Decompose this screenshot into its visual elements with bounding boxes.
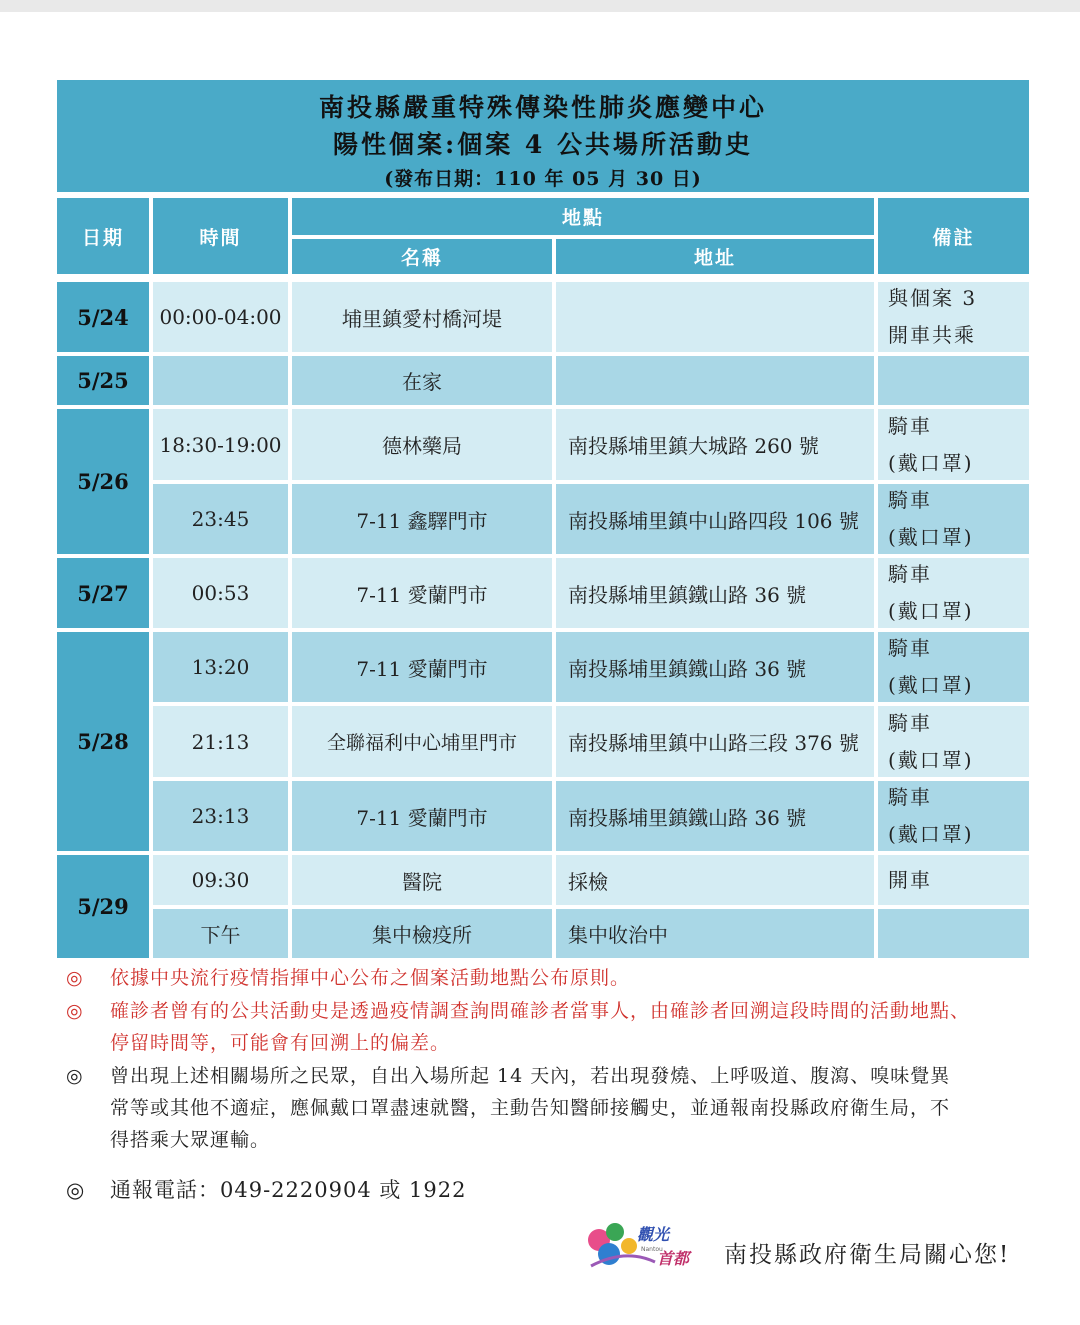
remark-line: (戴口罩) <box>888 673 974 697</box>
time-cell: 13:20 <box>153 632 288 702</box>
date-cell: 5/29 <box>57 855 149 958</box>
logo-text: 首都 <box>657 1249 690 1268</box>
remark-line: 騎車 <box>888 562 932 586</box>
bullet-icon: ◎ <box>66 1000 84 1022</box>
address-cell: 南投縣埔里鎮鐵山路 36 號 <box>556 558 874 628</box>
remark-cell <box>878 558 1029 628</box>
note-line: 得搭乘大眾運輸。 <box>110 1129 271 1151</box>
top-bar <box>0 0 1080 12</box>
note-text: 依據中央流行疫情指揮中心公布之個案活動地點公布原則。 <box>110 967 631 989</box>
remark-cell <box>878 781 1029 851</box>
address-cell: 南投縣埔里鎮鐵山路 36 號 <box>556 781 874 851</box>
header-place: 地點 <box>292 198 874 235</box>
title-line1: 南投縣嚴重特殊傳染性肺炎應變中心 <box>318 93 767 122</box>
remark-line: 騎車 <box>888 488 932 512</box>
address-cell: 集中收治中 <box>556 909 874 958</box>
header-name: 名稱 <box>292 239 552 274</box>
remark-cell <box>878 409 1029 480</box>
time-cell <box>153 356 288 405</box>
address-cell: 南投縣埔里鎮中山路四段 106 號 <box>556 484 874 554</box>
time-cell: 下午 <box>153 909 288 958</box>
time-cell: 18:30-19:00 <box>153 409 288 480</box>
remark-cell <box>878 484 1029 554</box>
remark-line: 騎車 <box>888 636 932 660</box>
bullet-icon: ◎ <box>66 1178 86 1202</box>
place-name-cell: 7-11 鑫驛門市 <box>292 484 552 554</box>
bullet-icon: ◎ <box>66 967 84 989</box>
remark-cell <box>878 706 1029 777</box>
address-cell: 採檢 <box>556 855 874 905</box>
remark-line: (戴口罩) <box>888 822 974 846</box>
address-cell: 南投縣埔里鎮大城路 260 號 <box>556 409 874 480</box>
date-cell: 5/26 <box>57 409 149 554</box>
note-text <box>110 995 1040 1059</box>
place-name-cell: 7-11 愛蘭門市 <box>292 781 552 851</box>
bullet-icon: ◎ <box>66 1065 84 1087</box>
note-line: 停留時間等，可能會有回溯上的偏差。 <box>110 1032 451 1054</box>
remark-cell <box>878 356 1029 405</box>
phone-text: 通報電話：049-2220904 或 1922 <box>110 1178 467 1202</box>
header-address: 地址 <box>556 239 874 274</box>
remark-line: 開車 <box>888 867 932 892</box>
remark-cell <box>878 632 1029 702</box>
place-name-cell: 醫院 <box>292 855 552 905</box>
remark-line: 開車共乘 <box>888 323 976 347</box>
logo-small-text: Nantou <box>641 1246 663 1253</box>
place-name-cell: 德林藥局 <box>292 409 552 480</box>
title-banner <box>57 80 1029 192</box>
date-cell: 5/25 <box>57 356 149 405</box>
title-line2: 陽性個案:個案 4 公共場所活動史 <box>332 130 754 159</box>
note-text <box>110 1060 1040 1156</box>
address-cell: 南投縣埔里鎮中山路三段 376 號 <box>556 706 874 777</box>
address-cell <box>556 282 874 352</box>
remark-line: 與個案 3 <box>888 286 978 310</box>
place-name-cell: 7-11 愛蘭門市 <box>292 558 552 628</box>
remark-cell <box>878 855 1029 905</box>
time-cell: 23:45 <box>153 484 288 554</box>
tourism-capital-logo <box>585 1218 713 1276</box>
date-cell: 5/28 <box>57 632 149 851</box>
place-name-cell: 7-11 愛蘭門市 <box>292 632 552 702</box>
remark-line: 騎車 <box>888 785 932 809</box>
address-cell: 南投縣埔里鎮鐵山路 36 號 <box>556 632 874 702</box>
header-remarks: 備註 <box>878 198 1029 274</box>
date-cell: 5/27 <box>57 558 149 628</box>
remark-line: (戴口罩) <box>888 599 974 623</box>
remark-line: (戴口罩) <box>888 525 974 549</box>
logo-text: 觀光 <box>637 1225 670 1244</box>
remark-cell <box>878 282 1029 352</box>
remark-line: (戴口罩) <box>888 747 974 772</box>
place-name-cell: 全聯福利中心埔里門市 <box>292 706 552 777</box>
time-cell: 09:30 <box>153 855 288 905</box>
place-name-cell: 集中檢疫所 <box>292 909 552 958</box>
time-cell: 21:13 <box>153 706 288 777</box>
remark-line: 騎車 <box>888 710 932 735</box>
note-line: 確診者曾有的公共活動史是透過疫情調查詢問確診者當事人，由確診者回溯這段時間的活動地點、 <box>110 1000 971 1022</box>
time-cell: 00:00-04:00 <box>153 282 288 352</box>
note-line: 曾出現上述相關場所之民眾，自出入場所起 14 天內，若出現發燒、上呼吸道、腹瀉、嗅味覺異 <box>110 1065 951 1087</box>
address-cell <box>556 356 874 405</box>
release-date: (發布日期：110 年 05 月 30 日) <box>384 168 702 190</box>
remark-line: 騎車 <box>888 413 932 438</box>
header-date: 日期 <box>57 198 149 274</box>
remark-cell <box>878 909 1029 958</box>
place-name-cell: 在家 <box>292 356 552 405</box>
place-name-cell: 埔里鎮愛村橋河堤 <box>292 282 552 352</box>
time-cell: 23:13 <box>153 781 288 851</box>
logo-graphic-icon <box>585 1218 713 1276</box>
time-cell: 00:53 <box>153 558 288 628</box>
date-cell: 5/24 <box>57 282 149 352</box>
closing-message: 南投縣政府衛生局關心您! <box>724 1242 1011 1268</box>
remark-line: (戴口罩) <box>888 450 974 475</box>
note-line: 常等或其他不適症，應佩戴口罩盡速就醫，主動告知醫師接觸史，並通報南投縣政府衛生局，不 <box>110 1097 951 1119</box>
header-time: 時間 <box>153 198 288 274</box>
